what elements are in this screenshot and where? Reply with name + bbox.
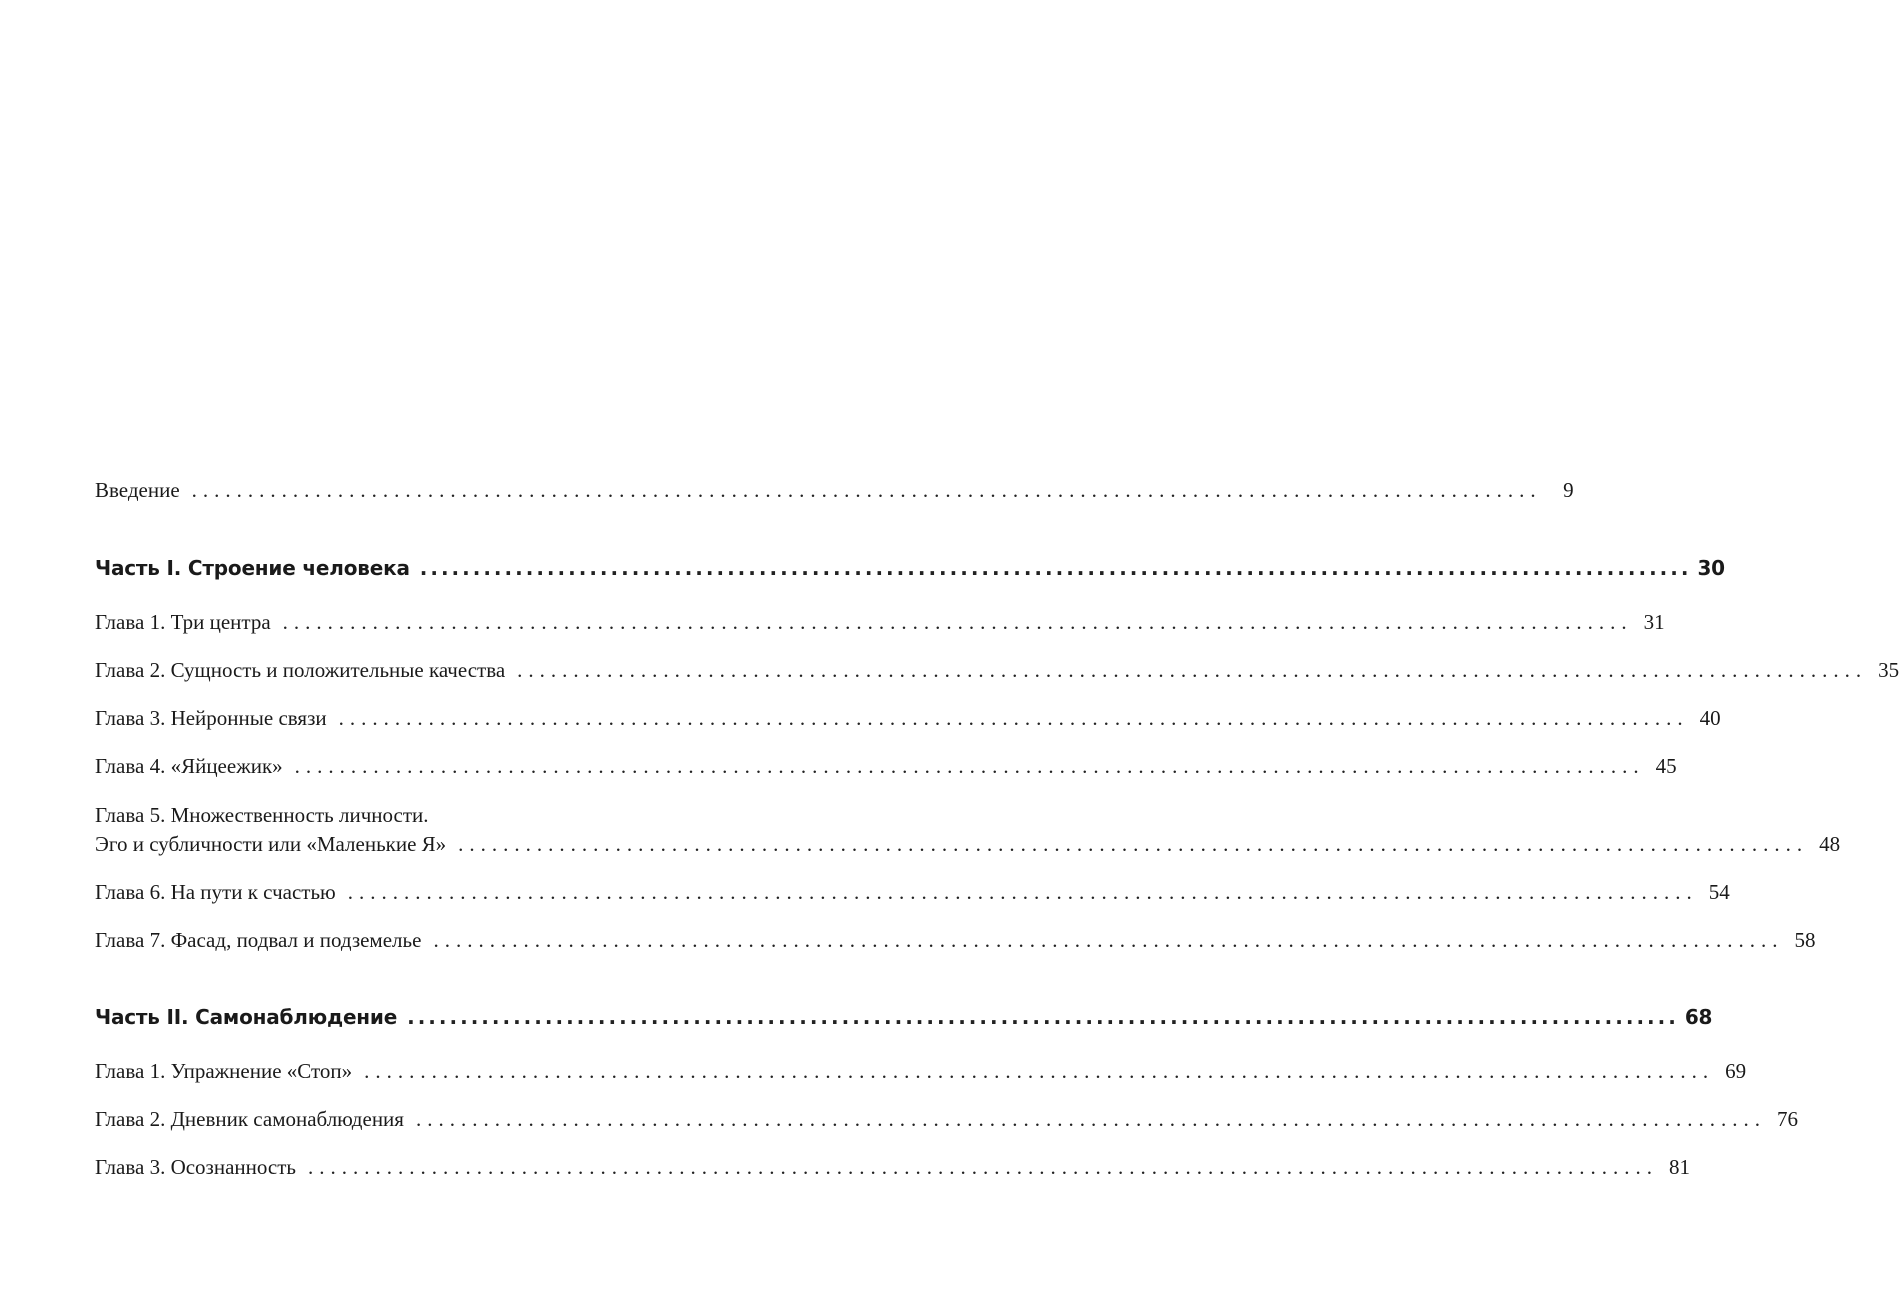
dot-leader: ........................................................................................................................ — [407, 1005, 1679, 1029]
toc-entry-label: Глава 4. «Яйцеежик» — [95, 754, 283, 778]
toc-entry-label: Глава 2. Дневник самонаблюдения — [95, 1107, 404, 1131]
toc-page-number: 45 — [1655, 754, 1677, 778]
dot-leader: ........................................................................................................................ — [191, 478, 1542, 502]
dot-leader: ........................................................................................................................ — [282, 610, 1633, 634]
toc-entry — [95, 1155, 1690, 1189]
toc-page-number: 35 — [1878, 658, 1899, 682]
toc-entry-label-line1: Глава 5. Множественность личности. — [95, 803, 429, 827]
toc-entry — [95, 880, 1730, 914]
toc-page-number: 81 — [1669, 1155, 1690, 1179]
toc-page-number: 48 — [1819, 832, 1841, 856]
toc-page-number: 58 — [1794, 928, 1816, 952]
part-title: Часть II. Самонаблюдение — [95, 1005, 398, 1029]
toc-entry — [95, 928, 1816, 962]
toc-part-1 — [95, 556, 1725, 590]
toc-part-2 — [95, 1005, 1713, 1039]
toc-page-number: 54 — [1708, 880, 1730, 904]
dot-leader: ........................................................................................................................ — [415, 1107, 1766, 1131]
dot-leader: ........................................................................................................................ — [419, 556, 1692, 580]
toc-entry — [95, 658, 1899, 692]
dot-leader: ........................................................................................................................ — [517, 658, 1868, 682]
toc-entry — [95, 1107, 1798, 1141]
toc-entry — [95, 706, 1721, 740]
toc-page-number: 9 — [1563, 478, 1574, 502]
toc-entry-label: Введение — [95, 478, 180, 502]
toc-entry-label: Глава 7. Фасад, подвал и подземелье — [95, 928, 422, 952]
toc-entry — [95, 832, 1841, 866]
toc-entry — [95, 1059, 1747, 1093]
part-title: Часть I. Строение человека — [95, 556, 410, 580]
toc-entry — [95, 754, 1677, 788]
toc-entry-label: Глава 3. Осознанность — [95, 1155, 296, 1179]
toc-page-number: 68 — [1684, 1005, 1713, 1029]
dot-leader: ........................................................................................................................ — [458, 832, 1809, 856]
toc-entry — [95, 610, 1665, 644]
toc-page-number: 69 — [1725, 1059, 1747, 1083]
dot-leader: ........................................................................................................................ — [294, 754, 1645, 778]
toc-page-number: 40 — [1699, 706, 1721, 730]
toc-entry-label: Глава 2. Сущность и положительные качества — [95, 658, 506, 682]
toc-page-number: 30 — [1697, 556, 1725, 580]
dot-leader: ........................................................................................................................ — [338, 706, 1689, 730]
toc-entry-intro — [95, 478, 1574, 512]
dot-leader: ........................................................................................................................ — [308, 1155, 1658, 1179]
toc-entry-label: Эго и субличности или «Маленькие Я» — [95, 832, 447, 856]
dot-leader: ........................................................................................................................ — [364, 1059, 1715, 1083]
toc-entry-label: Глава 1. Три центра — [95, 610, 271, 634]
dot-leader: ........................................................................................................................ — [433, 928, 1784, 952]
toc-entry-label: Глава 3. Нейронные связи — [95, 706, 327, 730]
toc-page-number: 76 — [1776, 1107, 1798, 1131]
toc-entry-label: Глава 6. На пути к счастью — [95, 880, 336, 904]
toc-page-number: 31 — [1643, 610, 1665, 634]
dot-leader: ........................................................................................................................ — [347, 880, 1698, 904]
toc-entry-label: Глава 1. Упражнение «Стоп» — [95, 1059, 353, 1083]
